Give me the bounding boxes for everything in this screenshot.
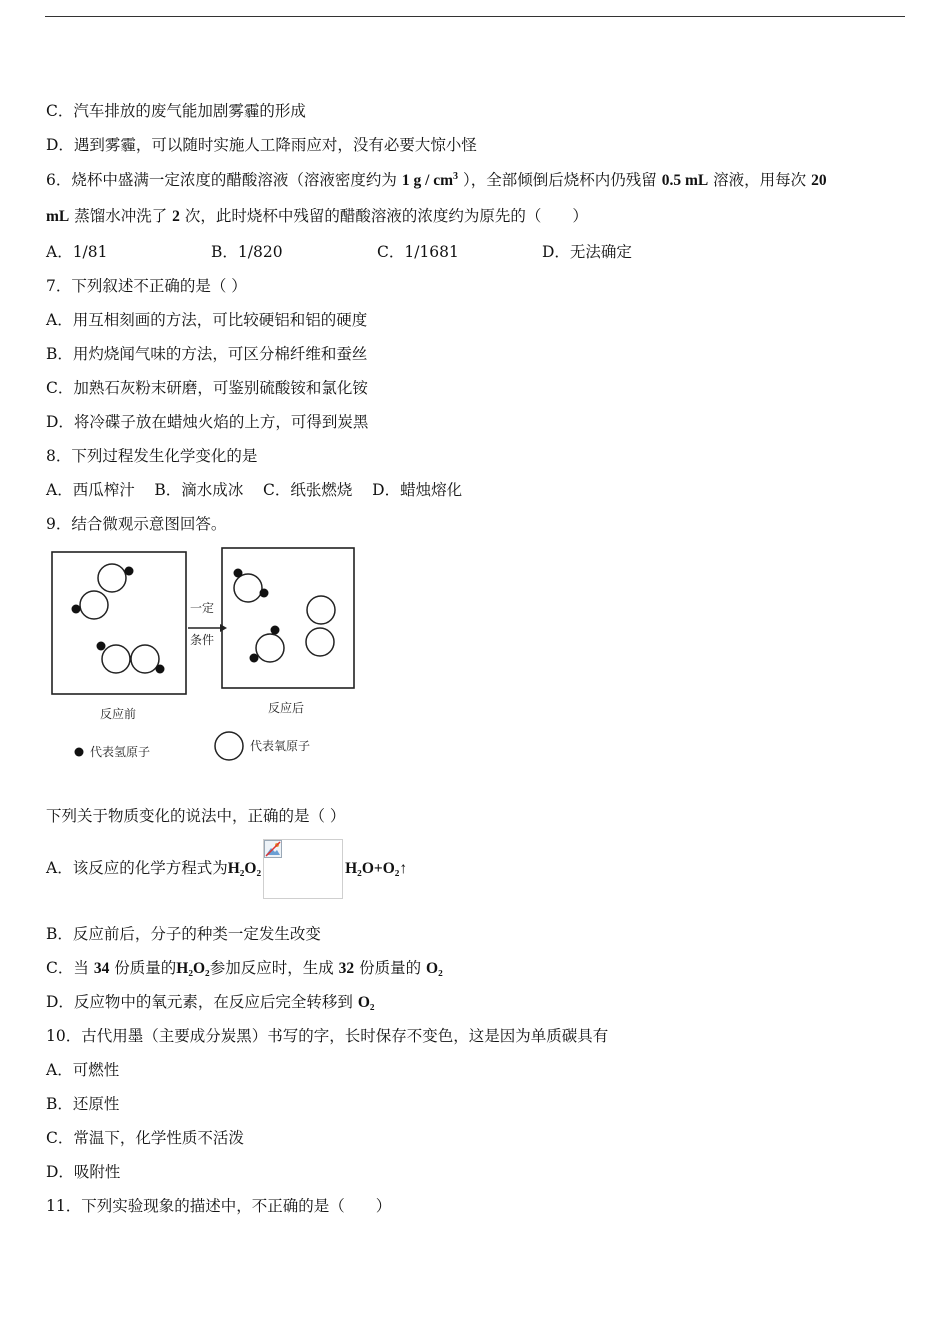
q10-option-c: C．常温下，化学性质不活泼 [46, 1129, 244, 1147]
q8-option-d: D．蜡烛熔化 [372, 481, 463, 499]
q6-stem-text-b: ），全部倾倒后烧杯内仍残留 [462, 171, 657, 189]
q11-stem: 11．下列实验现象的描述中，不正确的是（ ） [46, 1197, 392, 1215]
q7-option-b: B．用灼烧闻气味的方法，可区分棉纤维和蚕丝 [46, 345, 368, 363]
q6-option-c: C．1/1681 [377, 243, 459, 261]
q6-stem-text: 6．烧杯中盛满一定浓度的醋酸溶液（溶液密度约为 [46, 171, 397, 189]
q6-line2-text-d: 次，此时烧杯中残留的醋酸溶液的浓度约为原先的（ ） [184, 207, 588, 225]
q7-option-d: D．将冷碟子放在蜡烛火焰的上方，可得到炭黑 [46, 413, 369, 431]
q6-volume2: 20 [811, 172, 827, 189]
q6-line2-text: 蒸馏水冲洗了 [74, 207, 168, 225]
q10-option-b: B．还原性 [46, 1095, 120, 1113]
q6-volume: 0.5 mL [661, 172, 709, 189]
q5-option-c: C．汽车排放的废气能加剧雾霾的形成 [46, 102, 306, 120]
q7-option-a: A．用互相刻画的方法，可比较硬铝和铝的硬度 [46, 311, 368, 329]
q9c-h2o2: H₂O₂ [176, 960, 210, 977]
q8-option-a: A．西瓜榨汁 [46, 481, 135, 499]
q8-option-c: C．纸张燃烧 [263, 481, 353, 499]
q9c-text-4: 份质量的 [359, 959, 422, 977]
q9-option-c [46, 958, 443, 979]
q9d-o2: O₂ [357, 994, 375, 1011]
legend-oxygen-text: 代表氧原子 [250, 739, 311, 753]
q7-stem: 7．下列叙述不正确的是（ ） [46, 277, 247, 295]
q8-options [46, 480, 462, 500]
broken-image-icon [263, 839, 343, 899]
q10-option-a: A．可燃性 [46, 1061, 120, 1079]
q9-sub-stem: 下列关于物质变化的说法中，正确的是（ ） [46, 807, 346, 825]
legend-hydrogen-dot [75, 748, 84, 757]
q6-options [46, 242, 632, 262]
microscopic-diagram [46, 540, 366, 780]
q6-density-sup: 3 [453, 170, 459, 182]
after-label: 反应后 [268, 701, 305, 715]
q10-option-d: D．吸附性 [46, 1163, 121, 1181]
after-box [222, 548, 354, 688]
q6-option-b: B．1/820 [211, 243, 283, 261]
legend-hydrogen-text: 代表氢原子 [90, 745, 151, 759]
q9-option-a [46, 838, 407, 899]
q8-stem: 8．下列过程发生化学变化的是 [46, 447, 258, 465]
q6-times: 2 [172, 208, 180, 225]
q9c-text-2: 份质量的 [114, 959, 177, 977]
q10-stem: 10．古代用墨（主要成分炭黑）书写的字，长时保存不变色，这是因为单质碳具有 [46, 1027, 609, 1045]
q9-stem: 9．结合微观示意图回答。 [46, 515, 227, 533]
header-rule [45, 16, 905, 17]
q6-unit: mL [46, 208, 70, 225]
q9-option-b: B．反应前后，分子的种类一定发生改变 [46, 925, 321, 943]
arrow-label-top: 一定 [190, 601, 215, 615]
before-label: 反应前 [100, 707, 137, 721]
q6-option-a: A．1/81 [46, 243, 108, 261]
q5-option-d: D．遇到雾霾，可以随时实施人工降雨应对，没有必要大惊小怪 [46, 136, 477, 154]
q6-stem-text-c: 溶液，用每次 [713, 171, 807, 189]
q9a-products: H₂O+O₂↑ [345, 860, 408, 877]
q9c-text-1: C．当 [46, 959, 89, 977]
q8-option-b: B．滴水成冰 [154, 481, 244, 499]
q9c-mass-34: 34 [93, 960, 110, 977]
legend-oxygen-circle [215, 732, 243, 760]
arrow-label-bottom: 条件 [190, 633, 215, 647]
q9c-mass-32: 32 [338, 960, 355, 977]
q6-option-d: D．无法确定 [542, 243, 632, 261]
q9-option-d [46, 992, 375, 1013]
q7-option-c: C．加熟石灰粉末研磨，可鉴别硫酸铵和氯化铵 [46, 379, 368, 397]
q9a-text: A．该反应的化学方程式为 [46, 859, 228, 877]
q9d-text: D．反应物中的氧元素，在反应后完全转移到 [46, 993, 353, 1011]
q9c-o2: O₂ [426, 960, 443, 977]
q6-stem-line2 [46, 206, 588, 227]
q9a-reactant: H₂O₂ [227, 860, 262, 877]
q6-stem-line1 [46, 170, 827, 191]
q9c-text-3: 参加反应时，生成 [209, 959, 334, 977]
q6-density: 1 g / cm [401, 172, 454, 189]
